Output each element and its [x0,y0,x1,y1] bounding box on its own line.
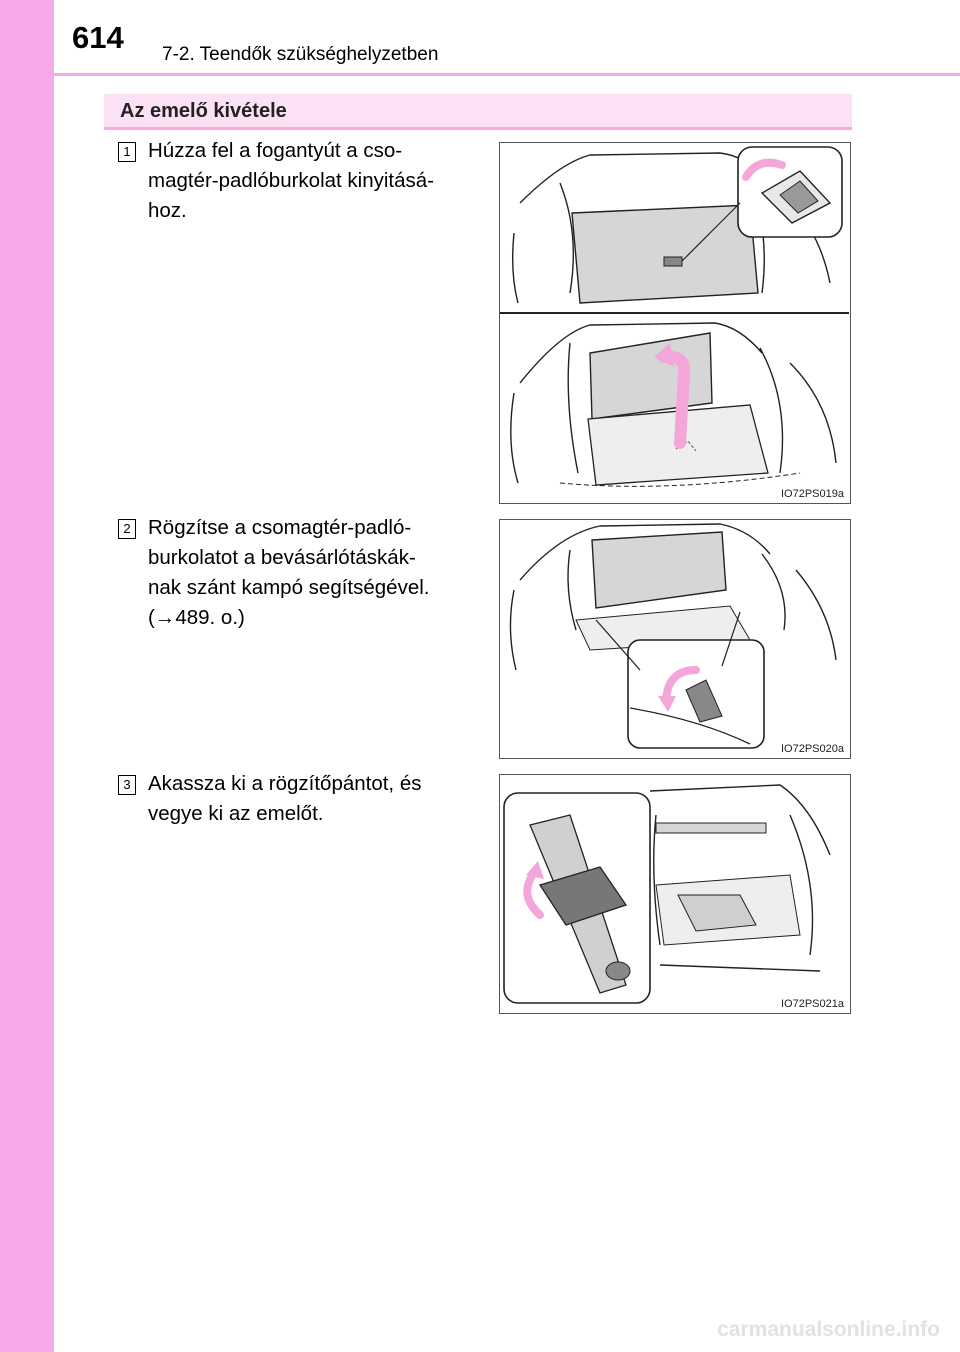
step-1-line: Húzza fel a fogantyút a cso- [148,139,403,162]
figure-step-2 [499,519,851,759]
step-2-line: Rögzítse a csomagtér-padló- [148,516,412,539]
header-rule [54,73,960,76]
step-number-1: 1 [118,142,136,162]
watermark: carmanualsonline.info [717,1318,940,1341]
jack-removal-illustration [500,775,849,1012]
trunk-hook-illustration [500,520,849,757]
figure-code-2: IO72PS020a [781,743,844,755]
step-text-1 [148,136,478,226]
step-3-line: vegye ki az emelőt. [148,802,324,825]
step-text-2 [148,513,478,633]
figure-step-3 [499,774,851,1014]
section-heading [104,94,852,130]
step-1-line: hoz. [148,199,187,222]
step-number-3: 3 [118,775,136,795]
step-2-line: nak szánt kampó segítségével. [148,576,430,599]
step-3-line: Akassza ki a rögzítőpántot, és [148,772,422,795]
step-2-line: (→489. o.) [148,606,245,629]
figure-code-1: IO72PS019a [781,488,844,500]
side-strip [0,0,54,1352]
chapter-title: 7-2. Teendők szükséghelyzetben [162,44,439,65]
step-1-line: magtér-padlóburkolat kinyitásá- [148,169,434,192]
trunk-floor-illustration [500,143,849,502]
step-2-line: burkolatot a bevásárlótáskák- [148,546,416,569]
section-heading-text: Az emelő kivétele [120,100,287,122]
step-text-3 [148,769,478,829]
figure-code-3: IO72PS021a [781,998,844,1010]
figure-step-1 [499,142,851,504]
page-number: 614 [72,20,124,55]
step-number-2: 2 [118,519,136,539]
